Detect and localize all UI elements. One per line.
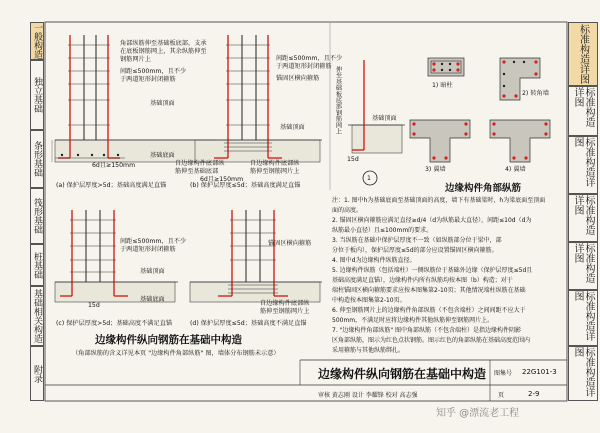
note-line: 4. 图中d为边缘构件纵筋直径。: [332, 257, 416, 264]
left-tab-related[interactable]: 基础相关构造: [30, 286, 44, 346]
corner-label-2: 2) 转角墙: [522, 90, 549, 97]
fig-c-spacing-1: 间距≤500mm，且不少: [120, 238, 187, 245]
left-tab-raft[interactable]: 筏形基础: [30, 188, 44, 244]
right-tab-5[interactable]: 标准构造详图: [568, 242, 598, 290]
fig-c-15d: 15d: [88, 302, 100, 309]
fig-b-side-2: 筋伸至基础底部: [175, 168, 219, 175]
left-tab-appendix[interactable]: 附录: [30, 346, 44, 401]
note-line: 分位于板内），保护层厚度≤5d的部分应设置锚固区横向箍筋。: [332, 247, 498, 254]
atlas-number: 22G101-3: [522, 368, 557, 376]
fig-a-note-3: 钢筋网片上: [120, 56, 151, 63]
corner-bars-plans: [410, 58, 550, 162]
fig-a-spacing-1: 间距≤500mm，且不少: [120, 68, 187, 75]
note-line: 2. 锚固区横向箍筋应满足直径≥d/4（d为纵筋最大直径），间距≤10d（d为: [332, 217, 532, 224]
caption-a: (a) 保护层厚度>5d；基础高度满足直锚: [56, 182, 167, 189]
title-block-title: 边缘构件纵向钢筋在基础中构造: [318, 367, 487, 381]
caption-c: (c) 保护层厚度>5d；基础高度不满足直锚: [56, 320, 173, 327]
fig-a-note-2: 在底板钢筋网上，其余纵筋伸至: [120, 48, 207, 55]
right-tab-7[interactable]: 标准构造详图: [568, 346, 598, 401]
section-15d: 15d: [347, 156, 359, 163]
fig-b-extend-1: 自边缘构件底部纵: [250, 160, 300, 167]
note-line: 采用箍筋与其他纵筋绑扎。: [332, 347, 405, 354]
left-tab-strip[interactable]: 条形基础: [30, 130, 44, 188]
right-tab-3[interactable]: 标准构造详图: [568, 136, 598, 194]
fig-b-extend-2: 筋伸至钢筋网片上: [250, 168, 300, 175]
right-tab-4[interactable]: 标准构造详图: [568, 194, 598, 242]
figure-c: [55, 210, 178, 302]
signature-row: 审核 黄志刚 设计 李耀锋 校对 高志强: [318, 392, 418, 399]
fig-b-6d: 6d且≥150mm: [200, 176, 244, 183]
fig-b-grid: 锚固区横向箍筋: [276, 75, 320, 82]
fig-b-top-label: 基础顶面: [280, 124, 305, 131]
corner-label-3: 3) 翼墙: [425, 166, 446, 173]
left-tab-pile[interactable]: 桩基础: [30, 244, 44, 286]
page-label: 页: [498, 392, 505, 399]
notes-block: [332, 196, 545, 356]
fig-a-note-1: 角部纵筋伸至基础板底部，支承: [120, 40, 207, 47]
section-label: 伸至基础板底部钢筋网上: [334, 66, 342, 135]
left-tab-general[interactable]: 一般构造: [32, 23, 42, 59]
watermark: 知乎 @漂流老工程: [436, 408, 520, 419]
note-line: 6. 伸至钢筋网片上的边缘构件角部纵筋（不包含端柱）之间间距不应大于: [332, 307, 526, 314]
right-tab-6[interactable]: 标准构造详图: [568, 290, 598, 346]
note-line: 区角部纵筋，图示为红色点状钢筋。图示红色的角部纵筋在基础高度范围内: [332, 337, 531, 344]
fig-c-spacing-2: 于两道矩形封闭箍筋: [120, 246, 176, 253]
fig-b-spacing-2: 于两道矩形封闭箍筋: [276, 63, 332, 70]
fig-a-6d: 6d且≥150mm: [92, 162, 136, 169]
fig-b-side-1: 自边缘构件底部纵: [175, 160, 225, 167]
note-line: 面的高度。: [332, 207, 363, 214]
fig-a-bottom-label: 基础底面: [150, 152, 175, 159]
footnote: （角部纵筋的含义详见本页 "边缘构件角部纵筋" 图，墙体分布钢筋未示意）: [72, 350, 280, 357]
corner-label-1: 1) 暗柱: [432, 82, 453, 89]
main-figure-caption: 边缘构件纵向钢筋在基础中构造: [95, 334, 242, 346]
note-line: 基础高度满足直锚），边缘构件内所有纵筋均按本图（b）构造；对于: [332, 277, 513, 284]
fig-b-spacing-1: 间距≤500mm，且不少: [276, 55, 343, 62]
section-top-label: 基础顶面: [372, 115, 397, 122]
note-line: 5. 边缘构件纵筋（包括端柱）一侧纵筋位于基础外边缘（保护层厚度≤5d且: [332, 267, 533, 274]
section-circle-number: 1: [367, 175, 371, 182]
caption-b: (b) 保护层厚度≤5d；基础高度满足直锚: [190, 182, 301, 189]
fig-c-bottom-label: 基础底面: [140, 296, 165, 303]
caption-d: (d) 保护层厚度≤5d；基础高度不满足直锚: [190, 320, 307, 327]
right-tab-1[interactable]: 标准构造详图: [568, 22, 598, 86]
right-tab-2[interactable]: 标准构造详图: [568, 86, 598, 136]
figure-d: [190, 210, 322, 302]
page-number: 2-9: [528, 390, 540, 398]
fig-c-extend-2: 筋伸至钢筋网片上: [260, 308, 310, 315]
atlas-label: 图集号: [494, 370, 513, 377]
fig-c-grid: 锚固区横向箍筋: [268, 240, 312, 247]
fig-a-spacing-2: 于两道矩形封闭箍筋: [120, 76, 176, 83]
corner-label-4: 4) 翼墙: [505, 166, 526, 173]
fig-a-top-label: 基础顶面: [150, 100, 175, 107]
corner-caption: 边缘构件角部纵筋: [445, 183, 522, 194]
note-line: 端柱锚固区横向箍筋要求应按本图集第2-10页；其他情况端柱纵筋在基础: [332, 287, 526, 294]
left-tab-isolated[interactable]: 独立基础: [30, 60, 44, 130]
note-line: 中构造按本图集第2-10页。: [332, 297, 406, 304]
note-line: 500mm，不满足时应将边缘构件其他纵筋伸至钢筋网片上。: [332, 317, 494, 324]
section-detail: [348, 60, 405, 185]
fig-c-top-label: 基础顶面: [140, 268, 165, 275]
fig-c-extend-1: 自边缘构件底部纵: [260, 300, 310, 307]
note-line: 7. "边缘构件角部纵筋" 图中角部纵筋（不包含端柱）是指边缘构件阴影: [332, 327, 522, 334]
note-line: 注：1. 图中h为基础底面至基础顶面的高度，墙下有基础梁时，h为梁底面至顶面: [332, 197, 546, 204]
note-line: 纵筋最小直径）且≤100mm的要求。: [332, 227, 433, 234]
note-line: 3. 当纵筋在基础中保护层厚度不一致（如纵筋部分位于梁中，部: [332, 237, 502, 244]
